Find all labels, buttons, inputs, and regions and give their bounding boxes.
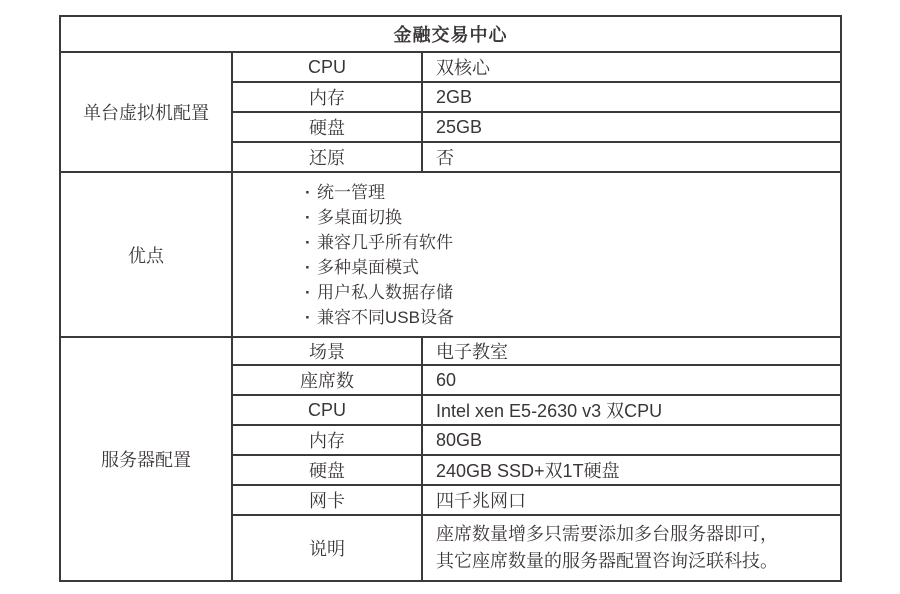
note-line-2: 其它座席数量的服务器配置咨询泛联科技。 bbox=[436, 551, 778, 571]
bullet-icon: · bbox=[305, 207, 311, 227]
list-item-text: 统一管理 bbox=[317, 182, 385, 202]
table-title: 金融交易中心 bbox=[60, 16, 841, 52]
list-item bbox=[305, 205, 840, 230]
list-item-text: 兼容不同USB设备 bbox=[317, 307, 454, 327]
table-row bbox=[60, 172, 841, 337]
bullet-icon: · bbox=[305, 307, 311, 327]
list-item-text: 多种桌面模式 bbox=[317, 257, 419, 277]
vm-restore-value: 否 bbox=[422, 142, 841, 172]
vm-cpu-label: CPU bbox=[232, 52, 422, 82]
server-scene-label: 场景 bbox=[232, 337, 422, 365]
bullet-icon: · bbox=[305, 257, 311, 277]
list-item-text: 兼容几乎所有软件 bbox=[317, 232, 453, 252]
title-row bbox=[60, 16, 841, 52]
spec-table bbox=[59, 15, 842, 582]
list-item bbox=[305, 280, 840, 305]
server-cpu-value: Intel xen E5-2630 v3 双CPU bbox=[422, 395, 841, 425]
server-scene-value: 电子教室 bbox=[422, 337, 841, 365]
list-item bbox=[305, 180, 840, 205]
section-label-server: 服务器配置 bbox=[60, 337, 232, 581]
section-label-advantages: 优点 bbox=[60, 172, 232, 337]
server-nic-label: 网卡 bbox=[232, 485, 422, 515]
bullet-icon: · bbox=[305, 182, 311, 202]
vm-disk-label: 硬盘 bbox=[232, 112, 422, 142]
server-memory-value: 80GB bbox=[422, 425, 841, 455]
list-item-text: 多桌面切换 bbox=[317, 207, 402, 227]
list-item-text: 用户私人数据存储 bbox=[317, 282, 453, 302]
table-row bbox=[60, 337, 841, 365]
server-seats-label: 座席数 bbox=[232, 365, 422, 395]
list-item bbox=[305, 230, 840, 255]
list-item bbox=[305, 305, 840, 330]
bullet-icon: · bbox=[305, 282, 311, 302]
server-note-value bbox=[422, 515, 841, 581]
vm-restore-label: 还原 bbox=[232, 142, 422, 172]
section-label-vm: 单台虚拟机配置 bbox=[60, 52, 232, 172]
note-line-1: 座席数量增多只需要添加多台服务器即可， bbox=[436, 524, 778, 544]
vm-disk-value: 25GB bbox=[422, 112, 841, 142]
vm-memory-value: 2GB bbox=[422, 82, 841, 112]
server-disk-label: 硬盘 bbox=[232, 455, 422, 485]
vm-cpu-value: 双核心 bbox=[422, 52, 841, 82]
server-seats-value: 60 bbox=[422, 365, 841, 395]
vm-memory-label: 内存 bbox=[232, 82, 422, 112]
server-disk-value: 240GB SSD+双1T硬盘 bbox=[422, 455, 841, 485]
server-cpu-label: CPU bbox=[232, 395, 422, 425]
server-note-label: 说明 bbox=[232, 515, 422, 581]
table-row bbox=[60, 52, 841, 82]
server-nic-value: 四千兆网口 bbox=[422, 485, 841, 515]
bullet-icon: · bbox=[305, 232, 311, 252]
server-memory-label: 内存 bbox=[232, 425, 422, 455]
advantages-list bbox=[232, 172, 841, 337]
list-item bbox=[305, 255, 840, 280]
